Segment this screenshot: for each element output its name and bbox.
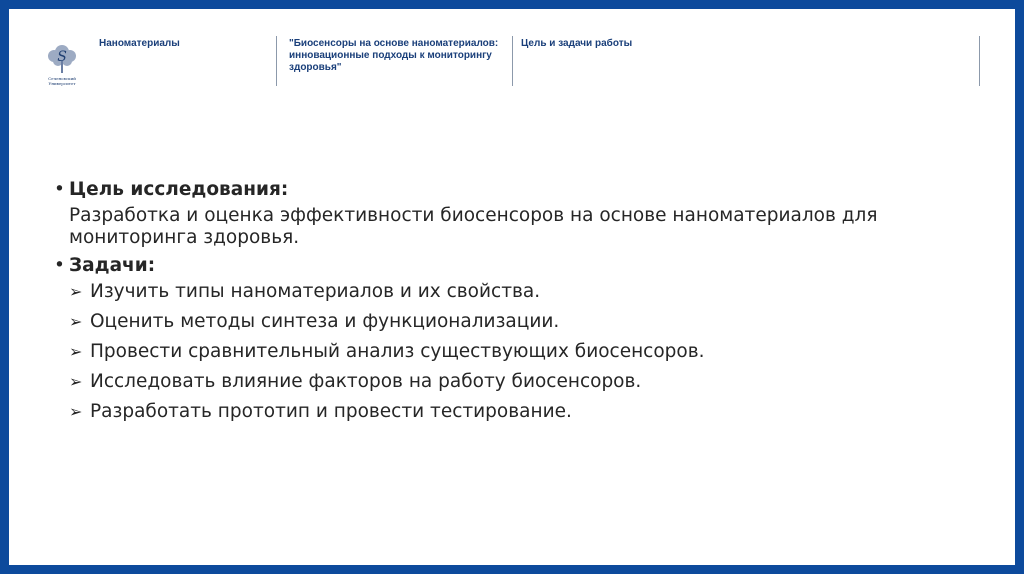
task-item (54, 311, 954, 333)
goal-bullet (54, 179, 954, 201)
logo-caption: Сеченовский Университет (48, 76, 76, 86)
header-divider (276, 36, 277, 86)
task-text: Изучить типы наноматериалов и их свойства. (90, 281, 541, 302)
task-item (54, 371, 954, 393)
arrow-bullet-icon: ➢ (69, 282, 83, 301)
slide-content (54, 179, 954, 431)
tasks-heading: Задачи: (69, 255, 156, 276)
logo-letter: S (57, 49, 67, 65)
goal-heading: Цель исследования: (69, 179, 289, 200)
task-text: Оценить методы синтеза и функционализации. (90, 311, 560, 332)
header-section-nanomaterials[interactable]: Наноматериалы (99, 38, 180, 49)
task-item (54, 281, 954, 303)
bullet-icon: • (54, 255, 65, 276)
task-text: Исследовать влияние факторов на работу биосенсоров. (90, 371, 642, 392)
tasks-bullet (54, 255, 954, 277)
header-divider (979, 36, 980, 86)
header-section-title[interactable]: "Биосенсоры на основе наноматериалов: инновационные подходы к мониторингу здоровья" (289, 38, 499, 73)
arrow-bullet-icon: ➢ (69, 402, 83, 421)
arrow-bullet-icon: ➢ (69, 372, 83, 391)
task-item (54, 401, 954, 423)
header-divider (512, 36, 513, 86)
arrow-bullet-icon: ➢ (69, 342, 83, 361)
university-logo (42, 44, 82, 92)
goal-text: Разработка и оценка эффективности биосенсоров на основе наноматериалов для мониторинга здоровья. (69, 205, 878, 248)
bullet-icon: • (54, 179, 65, 200)
arrow-bullet-icon: ➢ (69, 312, 83, 331)
task-text: Провести сравнительный анализ существующих биосенсоров. (90, 341, 705, 362)
header-section-goals[interactable]: Цель и задачи работы (521, 38, 633, 49)
task-item (54, 341, 954, 363)
task-text: Разработать прототип и провести тестирование. (90, 401, 572, 422)
tree-logo-icon (42, 44, 82, 78)
